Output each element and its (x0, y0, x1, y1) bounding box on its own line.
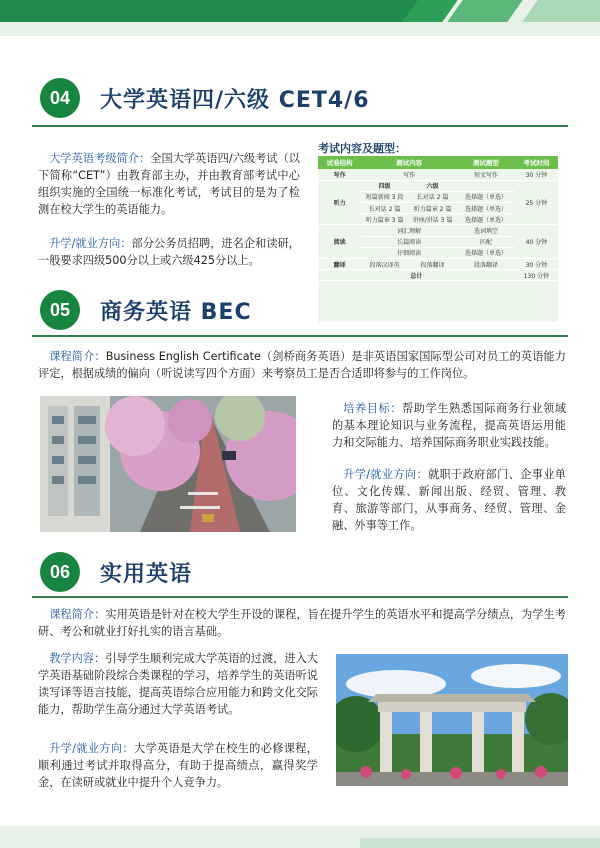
bottom-banner (0, 826, 600, 848)
bec-intro (38, 348, 566, 382)
practical-content-text: 引导学生顺利完成大学英语的过渡，进入大学英语基础阶段综合类课程的学习，培养学生的英语听说读写译等语言技能，提高英语综合应用能力和跨文化交际能力，帮助学生高分通过大学英语考试。 (38, 652, 318, 716)
section-number-badge: 06 (40, 552, 80, 592)
bec-career-label: 升学/就业方向： (343, 468, 428, 481)
section-divider (32, 125, 568, 127)
table-row: 短篇新闻 3 段 长对话 2 篇 选择题（单选） (318, 191, 558, 202)
table-row: 阅读 词汇理解 选词填空 40 分钟 (318, 225, 558, 236)
top-banner (0, 0, 600, 36)
bec-goal-text: 帮助学生熟悉国际商务行业领域的基本理论知识与业务流程，提高英语运用能力和交际能力、培养国际商务职业实践技能。 (332, 402, 566, 449)
campus-street-photo (40, 396, 296, 532)
practical-career (38, 740, 318, 791)
section-title: 实用英语 (100, 561, 193, 587)
table-row: 翻译 段落汉译英 段落翻译 段落翻译 30 分钟 (318, 259, 558, 270)
exam-table (318, 156, 558, 322)
practical-career-text: 大学英语是大学在校生的必修课程，顺利通过考试并取得高分，有助于提高绩点，赢得奖学金，在读研或就业中提升个人竞争力。 (38, 742, 318, 789)
bec-intro-label: 课程简介： (49, 350, 106, 363)
table-row: 听力 四级 六级 25 分钟 (318, 180, 558, 191)
cet-intro-label: 大学英语考级简介： (49, 152, 151, 165)
practical-intro (38, 606, 566, 640)
table-row: 写作 写作 短文写作 30 分钟 (318, 169, 558, 180)
campus-gate-photo (336, 654, 568, 786)
cet-intro-text: 全国大学英语四/六级考试（以下简称“CET”）由教育部主办，并由教育部考试中心组织实施的全国统一标准化考试，考试目的是为了检测在校大学生的英语能力。 (38, 152, 300, 216)
exam-table-title: 考试内容及题型： (318, 142, 406, 155)
col-header: 测试题型 (457, 156, 515, 169)
section-05-header (40, 290, 252, 330)
practical-content (38, 650, 318, 718)
cet-career-text: 部分公务员招聘，进名企和读研，一般要求四级500分以上或六级425分以上。 (38, 237, 300, 267)
section-number-badge: 05 (40, 290, 80, 330)
section-title: 大学英语四/六级 CET4/6 (100, 87, 370, 113)
section-divider (32, 335, 568, 337)
table-row: 总计 130 分钟 (318, 270, 558, 281)
section-06-header (40, 552, 192, 592)
table-row: 听力篇章 3 篇 讲座/讲话 3 篇 选择题（单选） (318, 214, 558, 225)
bec-career (332, 466, 566, 534)
col-header: 测试内容 (361, 156, 457, 169)
section-number-badge: 04 (40, 78, 80, 118)
practical-content-label: 教学内容： (49, 652, 106, 665)
section-04-header (40, 78, 370, 118)
table-row: 仔细阅读 选择题（单选） (318, 247, 558, 258)
table-row: 长篇阅读 匹配 (318, 236, 558, 247)
bec-goal (332, 400, 566, 451)
section-title: 商务英语 BEC (100, 299, 252, 325)
col-header: 考试时间 (515, 156, 558, 169)
cet-career-label: 升学/就业方向： (49, 237, 132, 250)
bec-goal-label: 培养目标： (343, 402, 402, 415)
practical-intro-text: 实用英语是针对在校大学生开设的课程，旨在提升学生的英语水平和提高学分绩点，为学生考研、考公和就业打好扎实的语言基础。 (38, 608, 566, 638)
practical-career-label: 升学/就业方向： (49, 742, 134, 755)
cet-career (38, 235, 300, 269)
bec-career-text: 就职于政府部门、企事业单位、文化传媒、新闻出版、经贸、管理、教育、旅游等部门，从事商务、经贸、管理、金融、外事等工作。 (332, 468, 566, 532)
practical-intro-label: 课程简介： (49, 608, 106, 621)
section-divider (32, 596, 568, 598)
col-header: 试卷结构 (318, 156, 361, 169)
cet-intro (38, 150, 300, 218)
table-row: 长对话 2 篇 听力篇章 2 篇 选择题（单选） (318, 203, 558, 214)
bec-intro-text: Business English Certificate（剑桥商务英语）是非英语国家国际型公司对员工的英语能力评定，根据成绩的偏向（听说读写四个方面）来考察员工是否合适即将参与的工作岗位。 (38, 350, 566, 380)
